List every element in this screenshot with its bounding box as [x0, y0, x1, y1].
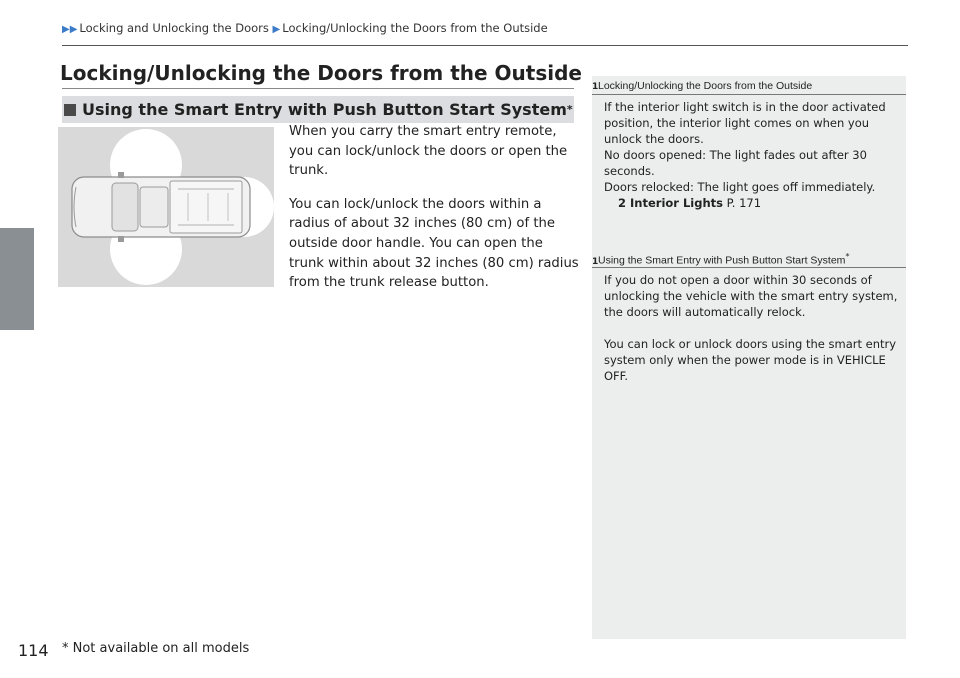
title-rule	[62, 88, 574, 89]
body-paragraph: When you carry the smart entry remote, you can lock/unlock the doors or open the trunk.	[289, 124, 568, 179]
note-rule	[592, 94, 906, 95]
note-heading: 1Using the Smart Entry with Push Button Start System*	[592, 252, 850, 267]
breadcrumb-item-1[interactable]: Locking and Unlocking the Doors	[79, 21, 269, 35]
truck-top-view-icon	[58, 127, 274, 287]
section-heading	[62, 96, 574, 123]
breadcrumb-arrow-icon: ▶▶	[62, 24, 78, 35]
breadcrumb	[62, 21, 548, 35]
note-marker-icon: 1	[592, 256, 599, 267]
section-heading-text: Using the Smart Entry with Push Button Start System	[82, 100, 567, 119]
section-square-icon	[64, 104, 76, 116]
breadcrumb-arrow-icon: ▶	[272, 24, 281, 35]
cross-reference[interactable]: 2 Interior Lights P. 171	[618, 196, 762, 210]
side-tab	[0, 228, 34, 330]
note-marker-icon: 1	[592, 82, 599, 92]
footnote: * Not available on all models	[62, 641, 250, 656]
body-text	[289, 122, 579, 307]
page-title: Locking/Unlocking the Doors from the Outside	[60, 61, 582, 85]
breadcrumb-item-2[interactable]: Locking/Unlocking the Doors from the Outside	[282, 21, 548, 35]
note-heading: 1Locking/Unlocking the Doors from the Outside	[592, 80, 813, 92]
reference-icon: 2	[618, 196, 627, 210]
note-rule	[592, 267, 906, 268]
vehicle-range-illustration	[58, 127, 274, 287]
page-number: 114	[18, 641, 49, 660]
note-body: If the interior light switch is in the door activated position, the interior light comes on when you unlock the doors. No doors opened: The light fades out after 30 seconds. Doors relocked: The light goes off immediately. 2 Interior Lights P. 171	[604, 99, 900, 211]
header-rule	[62, 45, 908, 46]
section-asterisk: *	[566, 103, 573, 116]
body-paragraph: You can lock/unlock the doors within a radius of about 32 inches (80 cm) of the outside door handle. You can open the trunk within about 32 inches (80 cm) radius from the trunk release button.	[289, 196, 579, 291]
note-body: If you do not open a door within 30 seconds of unlocking the vehicle with the smart entry system, the doors will automatically relock. You can lock or unlock doors using the smart entry system only when the power mode is in VEHICLE OFF.	[604, 273, 898, 383]
